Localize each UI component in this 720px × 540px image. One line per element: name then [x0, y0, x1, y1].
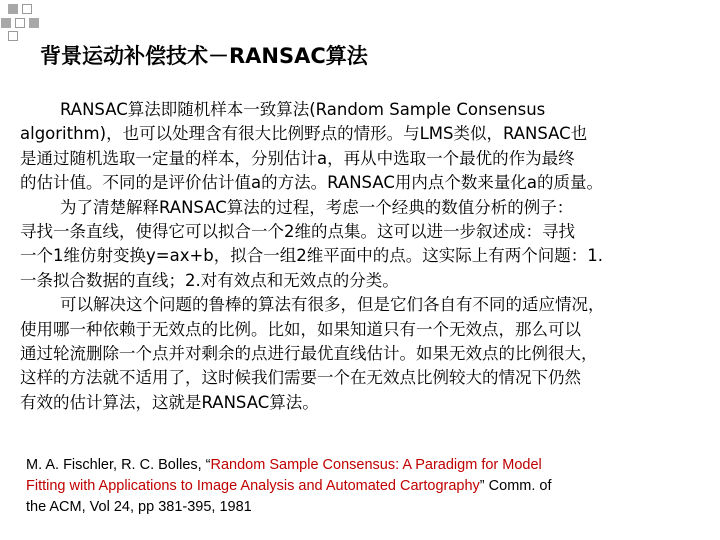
slide-body	[20, 98, 710, 415]
reference-after-title: ” Comm. of	[479, 478, 552, 494]
body-line: 是通过随机选取一定量的样本，分别估计a，再从中选取一个最优的作为最终	[20, 148, 575, 168]
reference-authors: M. A. Fischler, R. C. Bolles, “	[26, 457, 211, 473]
body-line: 一个1维仿射变换y=ax+b，拟合一组2维平面中的点。这实际上有两个问题：1.	[20, 246, 604, 266]
body-line: 为了清楚解释RANSAC算法的过程，考虑一个经典的数值分析的例子：	[60, 197, 574, 217]
deco-square-outline	[8, 31, 18, 41]
deco-square-outline	[15, 18, 25, 28]
deco-square-filled	[29, 18, 39, 28]
body-line: 寻找一条直线，使得它可以拟合一个2维的点集。这可以进一步叙述成：寻找	[20, 222, 575, 242]
body-line: 使用哪一种依赖于无效点的比例。比如，如果知道只有一个无效点，那么可以	[20, 319, 581, 339]
body-line: RANSAC算法即随机样本一致算法(Random Sample Consensus	[60, 100, 546, 119]
reference-citation	[26, 455, 706, 518]
slide-title: 背景运动补偿技术－RANSAC算法	[40, 44, 368, 68]
deco-square-filled	[8, 4, 18, 14]
body-line: algorithm)，也可以处理含有很大比例野点的情形。与LMS类似，RANSAC也	[20, 124, 588, 144]
body-line: 的估计值。不同的是评价估计值a的方法。RANSAC用内点个数来量化a的质量。	[20, 173, 603, 193]
deco-square-outline	[22, 4, 32, 14]
reference-line	[26, 476, 706, 497]
body-line: 这样的方法就不适用了，这时候我们需要一个在无效点比例较大的情况下仍然	[20, 368, 581, 388]
reference-title-part1: Random Sample Consensus: A Paradigm for Model	[210, 457, 542, 473]
deco-square-filled	[1, 18, 11, 28]
reference-title-part2: Fitting with Applications to Image Analysis and Automated Cartography	[26, 478, 480, 494]
reference-line	[26, 455, 706, 476]
corner-squares-decoration	[0, 0, 60, 45]
body-line: 可以解决这个问题的鲁棒的算法有很多，但是它们各自有不同的适应情况，	[60, 295, 605, 315]
body-line: 一条拟合数据的直线；2.对有效点和无效点的分类。	[20, 270, 399, 290]
body-line: 有效的估计算法，这就是RANSAC算法。	[20, 392, 319, 412]
body-line: 通过轮流删除一个点并对剩余的点进行最优直线估计。如果无效点的比例很大，	[20, 344, 598, 364]
reference-journal: the ACM, Vol 24, pp 381-395, 1981	[26, 499, 252, 515]
